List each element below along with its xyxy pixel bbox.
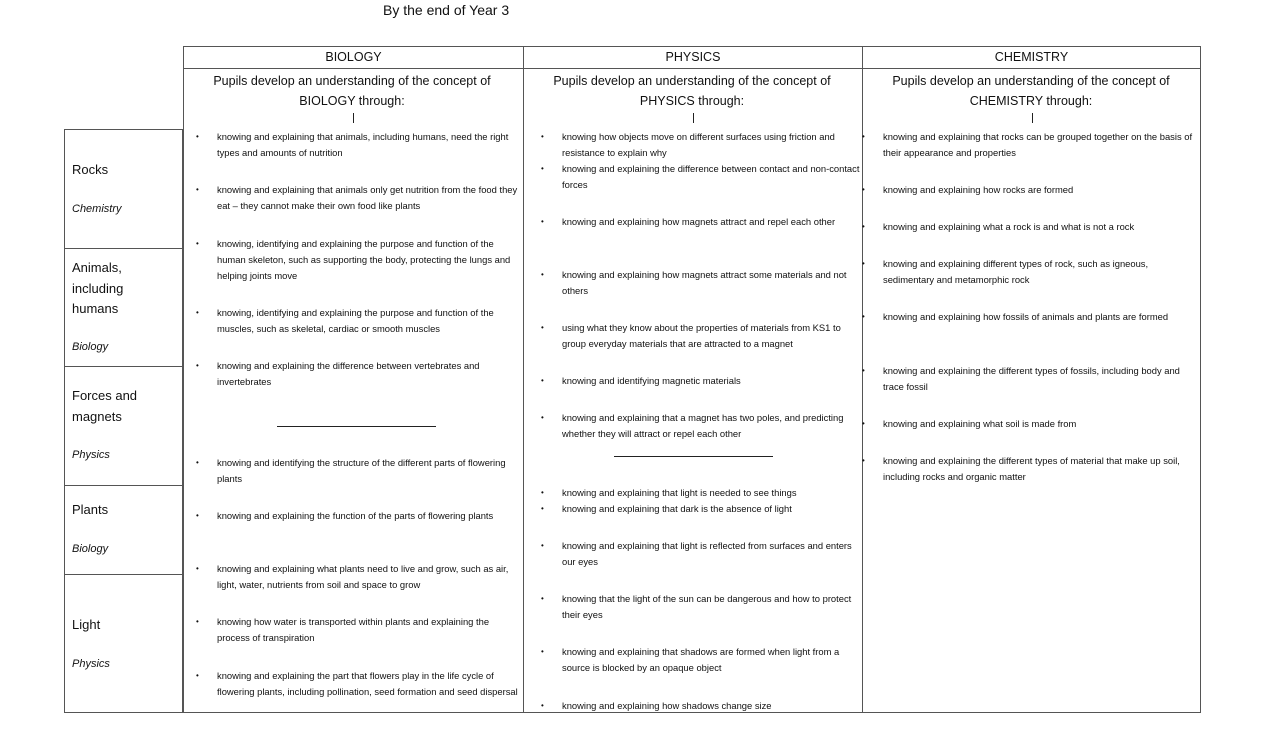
column-intro: Pupils develop an understanding of the concept of CHEMISTRY through: <box>892 74 1170 108</box>
topic-subject: Physics <box>72 658 110 670</box>
list-item: • knowing and explaining that light is needed to see things <box>562 485 860 501</box>
section-divider <box>614 456 773 457</box>
topic-subject: Physics <box>72 449 110 461</box>
column-intro: Pupils develop an understanding of the concept of PHYSICS through: <box>553 74 831 108</box>
topic-sidebar <box>64 129 183 713</box>
list-item: • knowing and explaining what plants need to live and grow, such as air, light, water, nutrients from soil and space to grow <box>217 561 519 593</box>
list-item: • knowing and explaining how magnets attract and repel each other <box>562 214 860 230</box>
topic-name: Rocks <box>72 162 109 177</box>
list-item: • knowing and explaining what soil is made from <box>883 416 1197 432</box>
list-item: • knowing and explaining that dark is the absence of light <box>562 501 860 517</box>
list-item: • using what they know about the properties of materials from KS1 to group everyday materials that are attracted to a magnet <box>562 320 860 352</box>
list-item: • knowing and explaining the difference between vertebrates and invertebrates <box>217 358 519 390</box>
topic-subject: Biology <box>72 543 109 555</box>
list-item: • knowing and explaining how rocks are formed <box>883 182 1197 198</box>
list-item: • knowing and explaining how fossils of animals and plants are formed <box>883 309 1197 325</box>
caret-mark <box>353 113 354 123</box>
list-item: • knowing and explaining that light is reflected from surfaces and enters our eyes <box>562 538 860 570</box>
list-item: • knowing how water is transported within plants and explaining the process of transpiration <box>217 614 519 646</box>
list-item: • knowing and explaining how magnets attract some materials and not others <box>562 267 860 299</box>
topic-rocks <box>65 130 182 249</box>
topic-subject: Biology <box>72 341 109 353</box>
list-item: • knowing and explaining the function of the parts of flowering plants <box>217 508 519 524</box>
list-item: • knowing and explaining that rocks can be grouped together on the basis of their appearance and properties <box>883 129 1197 161</box>
column-intro: Pupils develop an understanding of the concept of BIOLOGY through: <box>213 74 491 108</box>
topic-animals <box>65 249 182 367</box>
list-item: • knowing and explaining what a rock is and what is not a rock <box>883 219 1197 235</box>
section-divider <box>277 426 436 427</box>
topic-name: Forces and magnets <box>72 388 138 424</box>
caret-mark <box>693 113 694 123</box>
list-item: • knowing and explaining how shadows change size <box>562 698 860 714</box>
page-title: By the end of Year 3 <box>383 2 510 18</box>
physics-column <box>523 47 862 712</box>
list-item: • knowing, identifying and explaining the purpose and function of the human skeleton, such as supporting the body, protecting the lungs and helping joints move <box>217 236 519 284</box>
topic-plants <box>65 486 182 575</box>
column-heading: BIOLOGY <box>184 47 523 69</box>
list-item: • knowing and explaining that animals only get nutrition from the food they eat – they cannot make their own food like plants <box>217 182 519 214</box>
list-item: • knowing and explaining the different types of fossils, including body and trace fossil <box>883 363 1197 395</box>
list-item: • knowing and explaining that animals, including humans, need the right types and amounts of nutrition <box>217 129 519 161</box>
list-item: • knowing, identifying and explaining the purpose and function of the muscles, such as skeletal, cardiac or smooth muscles <box>217 305 519 337</box>
biology-column <box>184 47 523 712</box>
list-item: • knowing and identifying magnetic materials <box>562 373 860 389</box>
column-heading: CHEMISTRY <box>863 47 1200 69</box>
topic-name: Light <box>72 617 101 632</box>
list-item: • knowing and explaining the difference between contact and non-contact forces <box>562 161 860 193</box>
topic-subject: Chemistry <box>72 203 122 215</box>
list-item: • knowing that the light of the sun can be dangerous and how to protect their eyes <box>562 591 860 623</box>
list-item: • knowing and explaining that shadows are formed when light from a source is blocked by an opaque object <box>562 644 860 676</box>
topic-name: Plants <box>72 502 109 517</box>
topic-name: Animals, including humans <box>72 260 124 316</box>
list-item: • knowing and explaining the different types of material that make up soil, including rocks and organic matter <box>883 453 1197 485</box>
list-item: • knowing and explaining different types of rock, such as igneous, sedimentary and metamorphic rock <box>883 256 1197 288</box>
caret-mark <box>1032 113 1033 123</box>
list-item: • knowing and explaining that a magnet has two poles, and predicting whether they will attract or repel each other <box>562 410 860 442</box>
topic-light <box>65 575 182 714</box>
list-item: • knowing how objects move on different surfaces using friction and resistance to explain why <box>562 129 860 161</box>
curriculum-table <box>183 46 1201 713</box>
chemistry-column <box>862 47 1200 712</box>
topic-forces <box>65 367 182 486</box>
list-item: • knowing and identifying the structure of the different parts of flowering plants <box>217 455 519 487</box>
list-item: • knowing and explaining the part that flowers play in the life cycle of flowering plants, including pollination, seed formation and seed dispersal <box>217 668 519 700</box>
column-heading: PHYSICS <box>524 47 862 69</box>
